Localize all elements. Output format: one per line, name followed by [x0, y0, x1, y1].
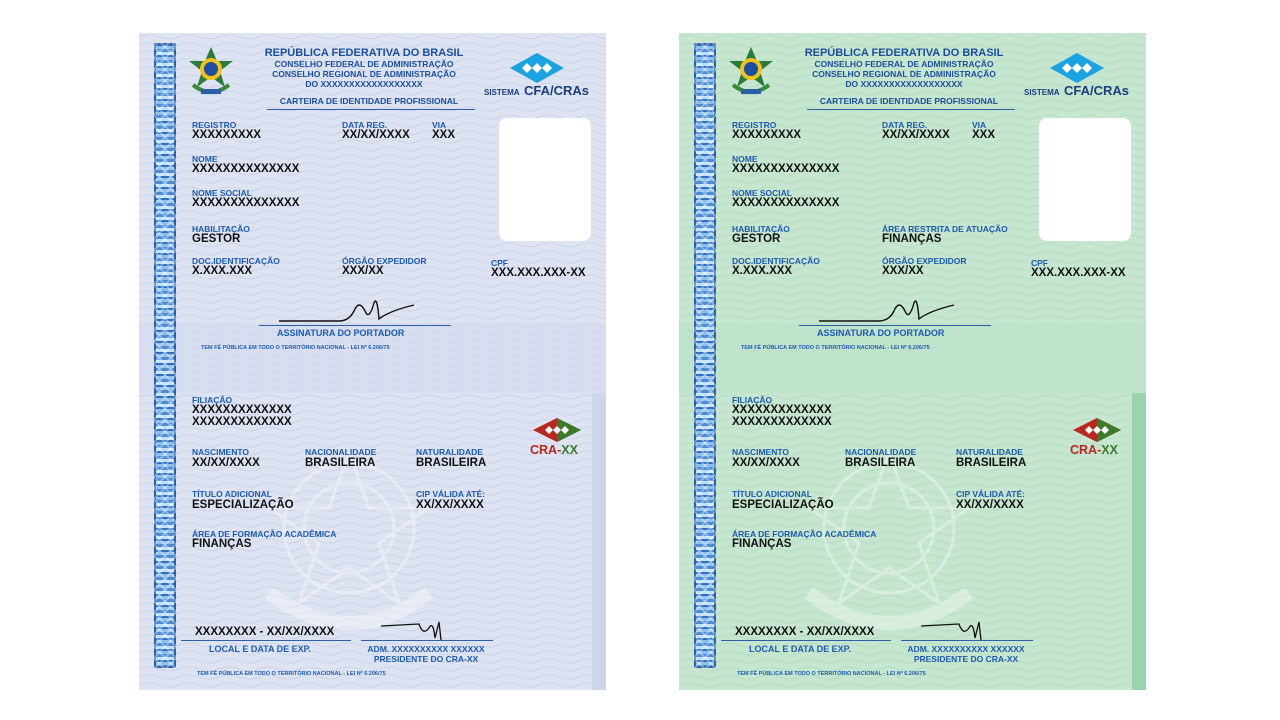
- holder-signature: [819, 291, 959, 327]
- habilitacao-value: GESTOR: [732, 233, 781, 245]
- nascimento-value: XX/XX/XXXX: [732, 457, 800, 469]
- photo-placeholder: [499, 118, 591, 241]
- photo-placeholder: [1039, 118, 1131, 241]
- area-restrita-label: ÁREA RESTRITA DE ATUAÇÃO: [882, 224, 1008, 234]
- filiacao-label: FILIAÇÃO: [732, 395, 773, 405]
- cfa-logo-icon: [508, 51, 566, 85]
- habilitacao-value: GESTOR: [192, 233, 241, 245]
- registro-value: XXXXXXXXX: [192, 129, 262, 141]
- doc-label: DOC.IDENTIFICAÇÃO: [192, 256, 280, 266]
- nacionalidade-label: NACIONALIDADE: [305, 447, 377, 457]
- regional-council: CONSELHO REGIONAL DE ADMINISTRAÇÃO: [812, 69, 996, 79]
- system-name: SISTEMA CFA/CRAs: [484, 83, 590, 98]
- cra-logo-icon: [1072, 417, 1122, 443]
- area-formacao-label: ÁREA DE FORMAÇÃO ACADÊMICA: [732, 529, 877, 539]
- legal-note-back: TEM FÉ PÚBLICA EM TODO O TERRITÓRIO NACIONAL - LEI Nº 6.206/75: [737, 671, 926, 677]
- area-formacao-value: FINANÇAS: [732, 538, 792, 550]
- cip-label: CIP VÁLIDA ATÉ:: [416, 489, 485, 499]
- registro-value: XXXXXXXXX: [732, 129, 802, 141]
- via-label: VIA: [432, 120, 447, 130]
- president-title: PRESIDENTE DO CRA-XX: [373, 654, 479, 664]
- cfa-logo-icon: [1048, 51, 1106, 85]
- header-divider: [807, 109, 1015, 110]
- cpf-label: CPF: [1031, 258, 1048, 268]
- president-title: PRESIDENTE DO CRA-XX: [913, 654, 1019, 664]
- nome-value: XXXXXXXXXXXXXX: [732, 163, 840, 175]
- filiacao-2: XXXXXXXXXXXXX: [732, 416, 832, 428]
- nome-social-label: NOME SOCIAL: [732, 188, 792, 198]
- via-label: VIA: [972, 120, 987, 130]
- cra-logo-text: CRA-XX: [1070, 443, 1118, 457]
- cpf-value: XXX.XXX.XXX-XX: [491, 267, 586, 279]
- header-divider: [267, 109, 475, 110]
- doc-value: X.XXX.XXX: [732, 265, 793, 277]
- nascimento-value: XX/XX/XXXX: [192, 457, 260, 469]
- orgao-label: ÓRGÃO EXPEDIDOR: [882, 256, 967, 266]
- cra-logo-text: CRA-XX: [530, 443, 578, 457]
- holder-signature: [279, 291, 419, 327]
- local-data-label: LOCAL E DATA DE EXP.: [749, 644, 852, 654]
- local-data-value: XXXXXXXX - XX/XX/XXXX: [195, 626, 335, 638]
- via-value: XXX: [972, 129, 996, 141]
- cip-value: XX/XX/XXXX: [956, 499, 1024, 511]
- card-type: CARTEIRA DE IDENTIDADE PROFISSIONAL: [279, 96, 459, 106]
- naturalidade-label: NATURALIDADE: [416, 447, 483, 457]
- signature-label: ASSINATURA DO PORTADOR: [817, 328, 945, 338]
- nome-social-value: XXXXXXXXXXXXXX: [732, 197, 840, 209]
- cip-value: XX/XX/XXXX: [416, 499, 484, 511]
- local-data-value: XXXXXXXX - XX/XX/XXXX: [735, 626, 875, 638]
- naturalidade-label: NATURALIDADE: [956, 447, 1023, 457]
- president-signature: [379, 618, 459, 642]
- president-signature: [919, 618, 999, 642]
- area-restrita-value: FINANÇAS: [882, 233, 942, 245]
- orgao-value: XXX/XX: [882, 265, 924, 277]
- president-name: ADM. XXXXXXXXXX XXXXXX: [907, 644, 1025, 654]
- habilitacao-label: HABILITAÇÃO: [732, 224, 790, 234]
- habilitacao-label: HABILITAÇÃO: [192, 224, 250, 234]
- nacionalidade-value: BRASILEIRA: [305, 457, 376, 469]
- titulo-value: ESPECIALIZAÇÃO: [192, 499, 294, 511]
- security-strip: [154, 43, 176, 668]
- cip-label: CIP VÁLIDA ATÉ:: [956, 489, 1025, 499]
- coat-of-arms-icon: [187, 45, 235, 97]
- card-type: CARTEIRA DE IDENTIDADE PROFISSIONAL: [819, 96, 999, 106]
- president-name: ADM. XXXXXXXXXX XXXXXX: [367, 644, 485, 654]
- orgao-value: XXX/XX: [342, 265, 384, 277]
- coat-of-arms-icon: [727, 45, 775, 97]
- filiacao-2: XXXXXXXXXXXXX: [192, 416, 292, 428]
- data-reg-value: XX/XX/XXXX: [342, 129, 410, 141]
- federal-council: CONSELHO FEDERAL DE ADMINISTRAÇÃO: [814, 59, 994, 69]
- legal-note-front: TEM FÉ PÚBLICA EM TODO O TERRITÓRIO NACIONAL - LEI Nº 6.206/75: [741, 345, 930, 351]
- security-strip: [694, 43, 716, 668]
- data-reg-label: DATA REG.: [342, 120, 388, 130]
- nome-value: XXXXXXXXXXXXXX: [192, 163, 300, 175]
- id-card-green: [679, 33, 1146, 690]
- filiacao-1: XXXXXXXXXXXXX: [192, 404, 292, 416]
- nacionalidade-value: BRASILEIRA: [845, 457, 916, 469]
- legal-note-back: TEM FÉ PÚBLICA EM TODO O TERRITÓRIO NACIONAL - LEI Nº 6.206/75: [197, 671, 386, 677]
- registro-label: REGISTRO: [732, 120, 777, 130]
- republic-title: REPÚBLICA FEDERATIVA DO BRASIL: [804, 47, 1004, 59]
- registro-label: REGISTRO: [192, 120, 237, 130]
- regional-placeholder: DO XXXXXXXXXXXXXXXXXX: [845, 79, 963, 89]
- legal-note-front: TEM FÉ PÚBLICA EM TODO O TERRITÓRIO NACIONAL - LEI Nº 6.206/75: [201, 345, 390, 351]
- nome-social-value: XXXXXXXXXXXXXX: [192, 197, 300, 209]
- right-band: [592, 393, 606, 690]
- nome-social-label: NOME SOCIAL: [192, 188, 252, 198]
- naturalidade-value: BRASILEIRA: [956, 457, 1027, 469]
- area-formacao-label: ÁREA DE FORMAÇÃO ACADÊMICA: [192, 529, 337, 539]
- cra-logo-icon: [532, 417, 582, 443]
- doc-label: DOC.IDENTIFICAÇÃO: [732, 256, 820, 266]
- doc-value: X.XXX.XXX: [192, 265, 253, 277]
- naturalidade-value: BRASILEIRA: [416, 457, 487, 469]
- nacionalidade-label: NACIONALIDADE: [845, 447, 917, 457]
- via-value: XXX: [432, 129, 456, 141]
- data-reg-value: XX/XX/XXXX: [882, 129, 950, 141]
- filiacao-label: FILIAÇÃO: [192, 395, 233, 405]
- titulo-label: TÍTULO ADICIONAL: [192, 489, 272, 499]
- republic-title: REPÚBLICA FEDERATIVA DO BRASIL: [264, 47, 464, 59]
- system-name: SISTEMA CFA/CRAs: [1024, 83, 1130, 98]
- cpf-label: CPF: [491, 258, 508, 268]
- data-reg-label: DATA REG.: [882, 120, 928, 130]
- regional-council: CONSELHO REGIONAL DE ADMINISTRAÇÃO: [272, 69, 456, 79]
- federal-council: CONSELHO FEDERAL DE ADMINISTRAÇÃO: [274, 59, 454, 69]
- nome-label: NOME: [732, 154, 758, 164]
- id-card-blue: [139, 33, 606, 690]
- area-formacao-value: FINANÇAS: [192, 538, 252, 550]
- nascimento-label: NASCIMENTO: [732, 447, 789, 457]
- orgao-label: ÓRGÃO EXPEDIDOR: [342, 256, 427, 266]
- right-band: [1132, 393, 1146, 690]
- cpf-value: XXX.XXX.XXX-XX: [1031, 267, 1126, 279]
- titulo-value: ESPECIALIZAÇÃO: [732, 499, 834, 511]
- local-data-label: LOCAL E DATA DE EXP.: [209, 644, 312, 654]
- nome-label: NOME: [192, 154, 218, 164]
- titulo-label: TÍTULO ADICIONAL: [732, 489, 812, 499]
- regional-placeholder: DO XXXXXXXXXXXXXXXXXX: [305, 79, 423, 89]
- signature-label: ASSINATURA DO PORTADOR: [277, 328, 405, 338]
- filiacao-1: XXXXXXXXXXXXX: [732, 404, 832, 416]
- nascimento-label: NASCIMENTO: [192, 447, 249, 457]
